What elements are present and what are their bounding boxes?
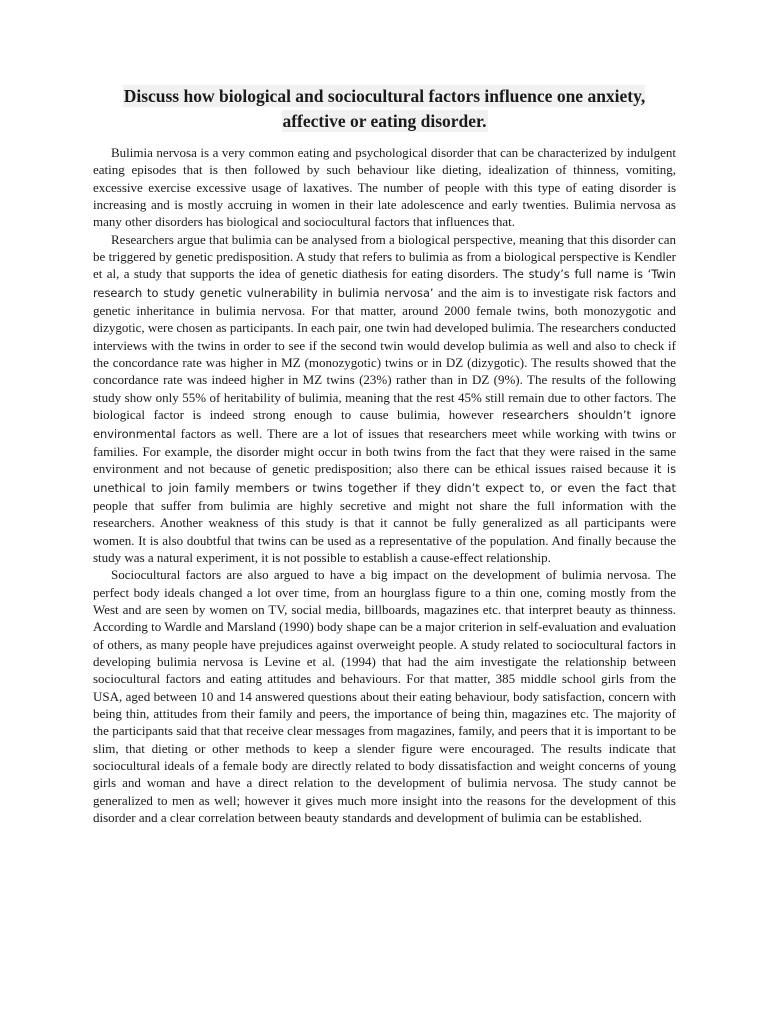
title-text: Discuss how biological and sociocultural factors influence one anxiety, affective or eating disorder.	[123, 86, 646, 131]
paragraph-text: Sociocultural factors are also argued to have a big impact on the development of bulimia nervosa. The perfect body ideals changed a lot over time, from an hourglass figure to a thin one, coming mostly from the West and are seen by women on TV, social media, billboards, magazines etc. that interpret beauty as thinness. According to Wardle and Marsland (1990) body shape can be a major criterion in self-evaluation and evaluation of others, as many people have prejudices against overweight people. A study related to sociocultural factors in developing bulimia nervosa is Levine et al. (1994) that had the aim investigate the relationship between sociocultural factors and eating attitudes and behaviours. For that matter, 385 middle school girls from the USA, aged between 10 and 14 answered questions about their eating behaviour, body satisfaction, concern with being thin, attitudes from their family and peers, the importance of being thin, magazines etc. The majority of the participants said that that receive clear messages from magazines, family, and peers that it is important to be slim, that dieting or other methods to keep a slender figure were encouraged. The results indicate that sociocultural ideals of a female body are directly related to body dissatisfaction and weight concerns of young girls and woman and have a direct relation to the development of bulimia nervosa. The study cannot be generalized to men as well; however it gives much more insight into the reasons for the development of this disorder and a clear correlation between beauty standards and development of bulimia can be established.	[93, 567, 676, 826]
paragraph	[93, 566, 676, 826]
paragraph-text: Researchers argue that bulimia can be analysed from a biological perspective, meaning that this disorder can be triggered by genetic predisposition. A study that refers to bulimia as from a biological perspective is Kendler et al, a study that supports the idea of genetic diathesis for eating disorders.	[93, 231, 676, 282]
paragraph-text: factors as well. There are a lot of issues that researchers meet while working with twins or families. For example, the disorder might occur in both twins from the fact that they were raised in the same environment and not because of genetic predisposition; also there can be ethical issues raised because	[93, 425, 676, 477]
paragraph-text-alt-font: researchers shouldn’t ignore environmental	[93, 408, 676, 441]
paragraph-text-alt-font: The study’s full name is ‘Twin research to study genetic vulnerability in bulimia nervosa’	[93, 267, 676, 300]
paragraph-text: and the aim is to investigate risk factors and genetic inheritance in bulimia nervosa. For that matter, around 2000 female twins, both monozygotic and dizygotic, were chosen as participants. In each pair, one twin had developed bulimia. The researchers conducted interviews with the twins in order to see if the second twin would develop bulimia as well and also to check if the concordance rate was higher in MZ (monozygotic) twins or in DZ (dizygotic). The results showed that the concordance rate was indeed higher in MZ twins (23%) rather than in DZ (9%). The results of the following study show only 55% of heritability of bulimia, meaning that the rest 45% still remain due to other factors. The biological factor is indeed strong enough to cause bulimia, however	[93, 284, 676, 423]
document-body	[93, 144, 676, 826]
paragraph	[93, 144, 676, 231]
paragraph-text: people that suffer from bulimia are highly secretive and might not share the full information with the researchers. Another weakness of this study is that it cannot be fully generalized as all participants were women. It is also doubtful that twins can be used as a representative of the population. And finally because the study was a natural experiment, it is not possible to establish a cause-effect relationship.	[93, 497, 676, 565]
paragraph-text: Bulimia nervosa is a very common eating and psychological disorder that can be characterized by indulgent eating episodes that is then followed by such behaviour like dieting, idealization of thinness, vomiting, excessive exercise excessive usage of laxatives. The number of people with this type of eating disorder is increasing and is mostly accruing in women in their late adolescence and early twenties. Bulimia nervosa as many other disorders has biological and sociocultural factors that influences that.	[93, 145, 676, 230]
paragraph	[93, 231, 676, 567]
document-page	[93, 84, 676, 826]
document-title	[93, 84, 676, 134]
paragraph-text-alt-font: it is unethical to join family members or twins together if they didn’t expect to, or even the fact that	[93, 462, 677, 495]
